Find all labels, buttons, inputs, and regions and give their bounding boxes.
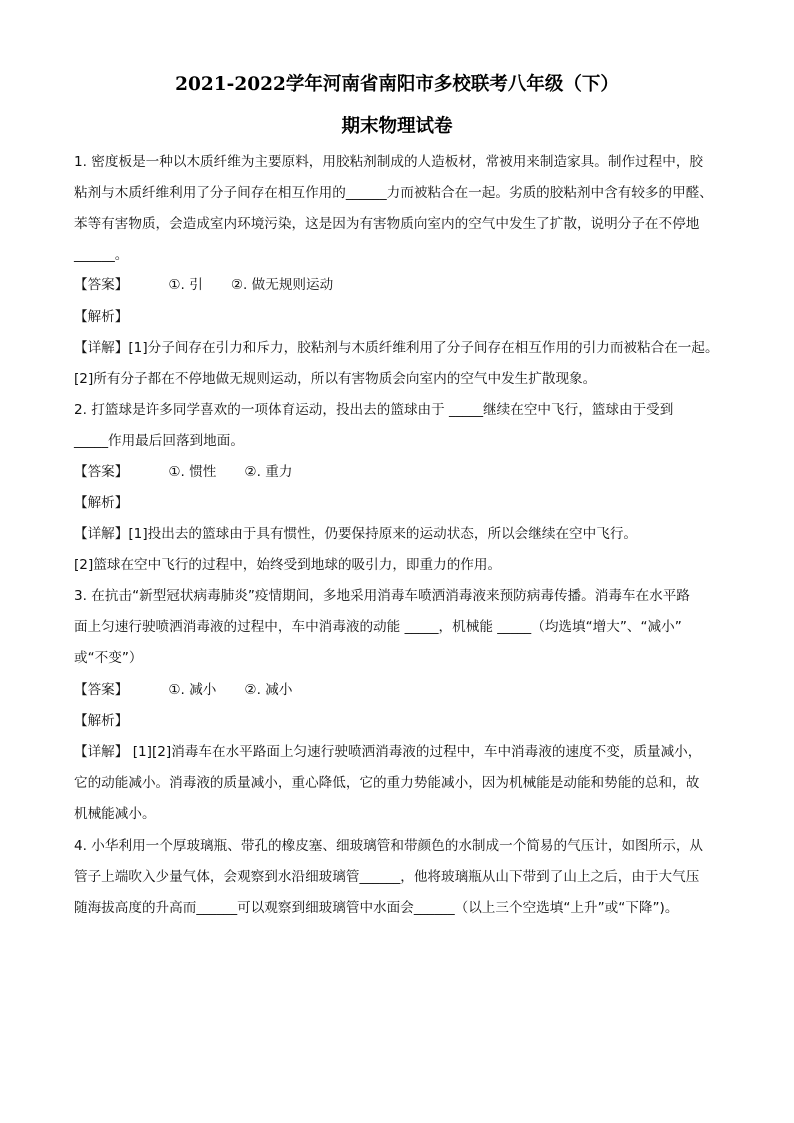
answer-option: ①. 惯性 [168, 464, 217, 480]
q1-detail-text: [2]所有分子都在不停地做无规则运动，所以有害物质会向室内的空气中发生扩散现象。 [74, 371, 597, 387]
q2-text-line: _____作用最后回落到地面。 [74, 433, 244, 449]
answer-label: 【答案】 [74, 277, 129, 293]
q3-detail-row [74, 742, 701, 762]
q1-text-line: 粘剂与木质纤维利用了分子间存在相互作用的______力而被粘合在一起。劣质的胶粘剂中含有较多的甲醛、 [74, 185, 713, 201]
q3-text-line: 面上匀速行驶喷洒消毒液的过程中，车中消毒液的动能 _____，机械能 _____（均选填“增大”、“减小” [74, 619, 682, 635]
exam-title-line2: 期末物理试卷 [341, 116, 453, 137]
analysis-label: 【解析】 [74, 495, 129, 511]
q1-text-line: ______。 [74, 247, 129, 263]
answer-option: ②. 做无规则运动 [230, 277, 334, 293]
q4-text-line: 4. 小华利用一个厚玻璃瓶、带孔的橡皮塞、细玻璃管和带颜色的水制成一个简易的气压计，如图所示，从 [74, 838, 704, 854]
q1-detail-row [74, 338, 719, 358]
detail-label: 【详解】 [74, 526, 129, 542]
q1-text-line: 1. 密度板是一种以木质纤维为主要原料，用胶粘剂制成的人造板材，常被用来制造家具。制作过程中，胶 [74, 154, 704, 170]
analysis-label: 【解析】 [74, 309, 129, 325]
q2-detail-row [74, 524, 637, 544]
answer-option: ②. 重力 [244, 464, 293, 480]
q3-detail-text: [1][2]消毒车在水平路面上匀速行驶喷洒消毒液的过程中，车中消毒液的速度不变，质量减小， [128, 744, 702, 760]
detail-label: 【详解】 [74, 340, 129, 356]
q3-text-line: 3. 在抗击“新型冠状病毒肺炎”疫情期间，多地采用消毒车喷洒消毒液来预防病毒传播。消毒车在水平路 [74, 588, 690, 604]
answer-label: 【答案】 [74, 464, 129, 480]
q3-text-line: 或“不变”） [74, 650, 143, 666]
analysis-label: 【解析】 [74, 713, 129, 729]
q4-text-line: 管子上端吹入少量气体，会观察到水沿细玻璃管______，他将玻璃瓶从山下带到了山上之后，由于大气压 [74, 869, 700, 885]
answer-label: 【答案】 [74, 682, 129, 698]
q2-answer-row [74, 462, 292, 482]
q1-text-line: 苯等有害物质，会造成室内环境污染，这是因为有害物质向室内的空气中发生了扩散，说明分子在不停地 [74, 216, 700, 232]
exam-title-line1: 2021-2022学年河南省南阳市多校联考八年级（下） [175, 74, 619, 95]
q4-text-line: 随海拔高度的升高而______可以观察到细玻璃管中水面会______（以上三个空选填“上升”或“下降”)。 [74, 900, 679, 916]
q1-detail-text: [1]分子间存在引力和斥力，胶粘剂与木质纤维利用了分子间存在相互作用的引力而被粘合在一起。 [128, 340, 719, 356]
q2-detail-text: [2]篮球在空中飞行的过程中，始终受到地球的吸引力，即重力的作用。 [74, 557, 502, 573]
answer-option: ①. 减小 [168, 682, 217, 698]
q3-detail-text: 机械能减小。 [74, 806, 156, 822]
detail-label: 【详解】 [74, 744, 129, 760]
answer-option: ②. 减小 [244, 682, 293, 698]
q1-answer-row [74, 275, 333, 295]
q2-text-line: 2. 打篮球是许多同学喜欢的一项体育运动，投出去的篮球由于 _____继续在空中飞行，篮球由于受到 [74, 402, 674, 418]
q3-answer-row [74, 680, 292, 700]
answer-option: ①. 引 [168, 277, 203, 293]
q3-detail-text: 它的动能减小。消毒液的质量减小，重心降低，它的重力势能减小，因为机械能是动能和势能的总和，故 [74, 775, 700, 791]
q2-detail-text: [1]投出去的篮球由于具有惯性，仍要保持原来的运动状态，所以会继续在空中飞行。 [128, 526, 638, 542]
